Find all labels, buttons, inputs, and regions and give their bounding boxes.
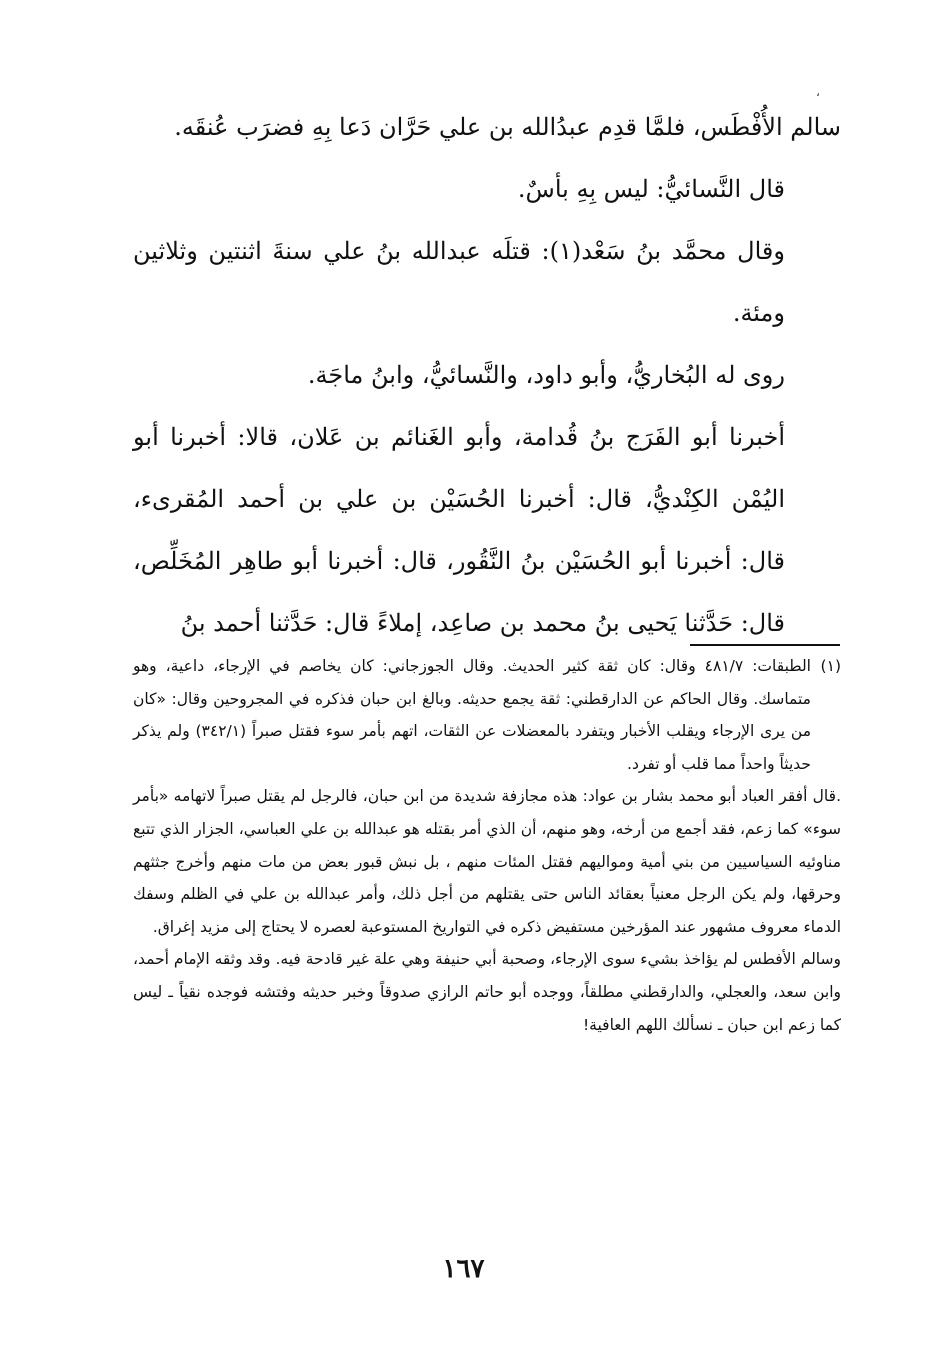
- main-paragraph-4: روى له البُخاريُّ، وأبو داود، والنَّسائيُّ، وابنُ ماجَة.: [307, 361, 785, 389]
- main-paragraph-3: وقال محمَّد بنُ سَعْد(١): قتلَه عبدالله بنُ علي سنةَ اثنتين وثلاثين ومئة.: [133, 237, 785, 327]
- footnote-commentary: .قال أفقر العباد أبو محمد بشار بن عواد: هذه مجازفة شديدة من ابن حبان، فالرجل لم يقتل صبراً لاتهامه «بأمر سوء» كما زعم، فقد أجمع من أرخه، وهو منهم، أن الذي أمر بقتله هو عبدالله بن علي العباسي، الجزار الذي تتبع مناوئيه السياسيين من بني أمية ومواليهم فقتل المئات منهم ، بل نبش قبور بعض من مات منهم وأخرج جثثهم وحرقها، ولم يكن الرجل معنياً بعقائد الناس حتى يقتلهم من أجل ذلك، وأمر عبدالله بن علي في الظلم وسفك الدماء معروف مشهور عند المؤرخين مستفيض ذكره في التواريخ المستوعبة لعصره لا يحتاج إلى مزيد إغراق.: [133, 787, 841, 936]
- footnotes: [133, 650, 841, 1041]
- footnote-number: (١): [820, 657, 841, 675]
- main-text: [133, 96, 841, 654]
- page-mark: ،: [816, 85, 820, 99]
- page-number: ١٦٧: [442, 1254, 485, 1284]
- footnote-1: [133, 650, 841, 780]
- footnote-separator: [690, 644, 840, 646]
- footnote-conclusion: وسالم الأفطس لم يؤاخذ بشيء سوى الإرجاء، وصحبة أبي حنيفة وهي علة غير قادحة فيه. وقد وثقه الإمام أحمد، وابن سعد، والعجلي، والدارقطني مطلقاً، ووجده أبو حاتم الرازي صدوقاً وخبر حديثه وفتشه فوجده نقياً ـ ليس كما زعم ابن حبان ـ نسألك اللهم العافية!: [133, 950, 841, 1034]
- main-paragraph-2: قال النَّسائيُّ: ليس بِهِ بأسٌ.: [517, 175, 785, 203]
- main-paragraph-5: أخبرنا أبو الفَرَج بنُ قُدامة، وأبو الغَنائم بن عَلان، قالا: أخبرنا أبو اليُمْن الكِنْديُّ، قال: أخبرنا الحُسَيْن بن علي بن أحمد المُقرىء، قال: أخبرنا أبو الحُسَيْن بنُ النَّقُور، قال: أخبرنا أبو طاهِر المُخَلِّص، قال: حَدَّثنا يَحيى بنُ محمد بن صاعِد، إملاءً قال: حَدَّثنا أحمد بنُ: [133, 423, 785, 637]
- footnote-1-text: الطبقات: ٤٨١/٧ وقال: كان ثقة كثير الحديث. وقال الجوزجاني: كان يخاصم في الإرجاء، داعية، وهو متماسك. وقال الحاكم عن الدارقطني: ثقة يجمع حديثه. وبالغ ابن حبان فذكره في المجروحين وقال: «كان من يرى الإرجاء ويقلب الأخبار ويتفرد بالمعضلات عن الثقات، اتهم بأمر سوء فقتل صبراً (٣٤٢/١) ولم يذكر حديثاً واحداً مما قلب أو تفرد.: [133, 657, 811, 773]
- main-paragraph-1: سالم الأُفْطَس، فلمَّا قدِم عبدُالله بن علي حَرَّان دَعا بِهِ فضرَب عُنقَه.: [174, 113, 841, 141]
